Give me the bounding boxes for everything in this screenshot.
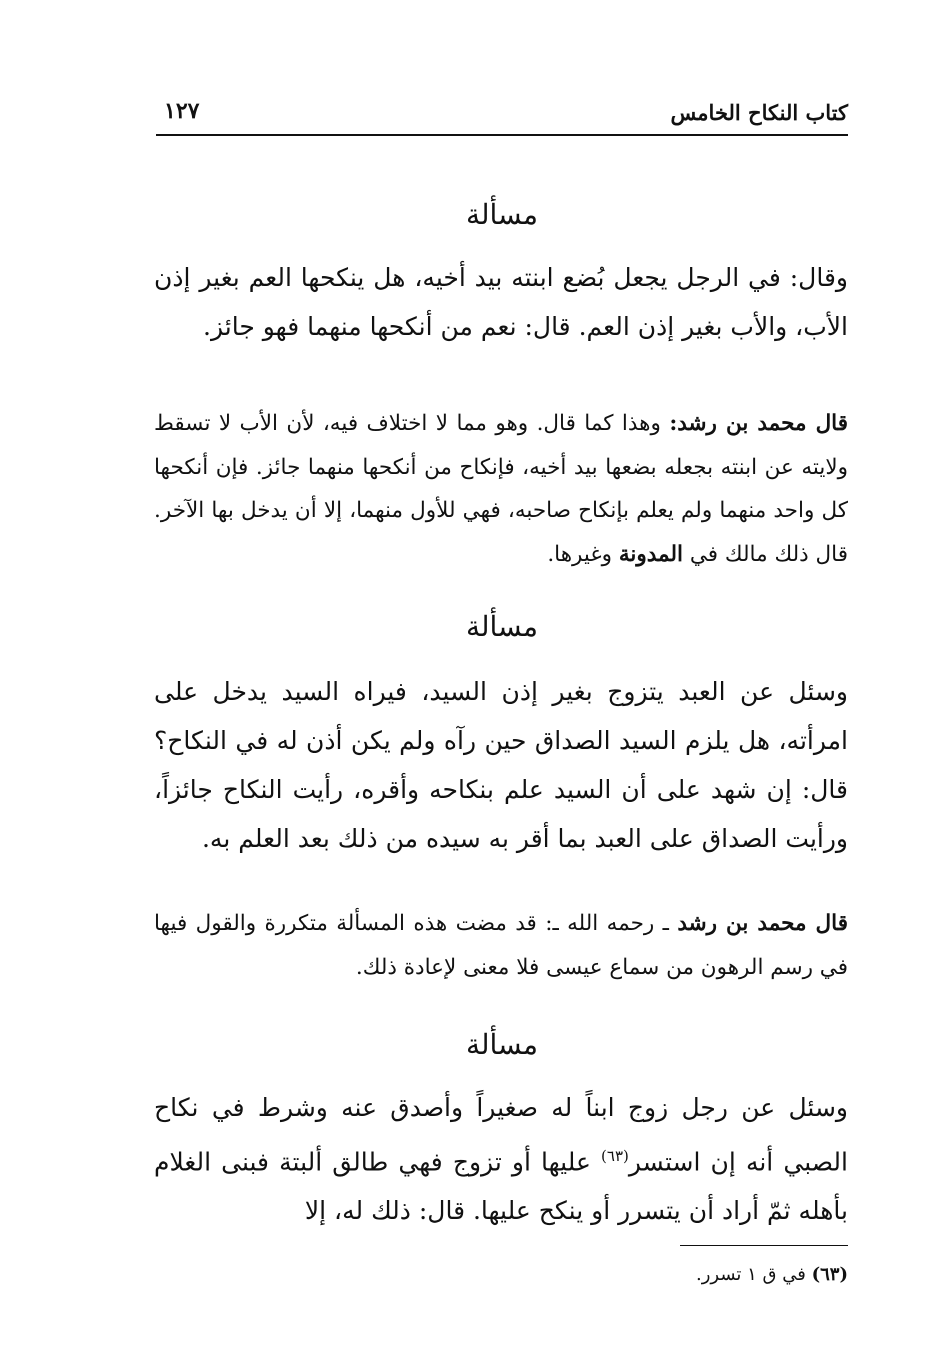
footnote — [400, 1262, 848, 1288]
footnote-reference: (٦٣) — [601, 1147, 629, 1165]
sharh-paragraph — [154, 402, 848, 576]
matn-paragraph — [154, 667, 848, 863]
sharh-paragraph — [154, 902, 848, 989]
section-heading: مسألة — [465, 1028, 539, 1061]
page-number: ١٢٧ — [164, 98, 200, 124]
footnote-text: في ق ١ تسرر. — [696, 1264, 806, 1285]
matn-paragraph — [154, 253, 848, 351]
sharh-text: ـ رحمه الله ـ: قد مضت هذه المسألة متكررة والقول فيها في رسم الرهون من سماع عيسى فلا معنى لإعادة ذلك. — [154, 911, 848, 980]
section-heading: مسألة — [465, 198, 539, 231]
matn-text-continued: عليها أو تزوج فهي طالق ألبتة فبنى الغلام بأهله ثمّ أراد أن يتسرر أو ينكح عليها. قال: ذلك له، إلا — [154, 1147, 848, 1226]
sharh-label: قال محمد بن رشد — [677, 911, 848, 936]
sharh-label: قال محمد بن رشد: — [669, 411, 849, 436]
running-title: كتاب النكاح الخامس — [670, 100, 848, 125]
sharh-bold-term: المدونة — [618, 541, 684, 567]
matn-text: وسئل عن العبد يتزوج بغير إذن السيد، فيراه السيد يدخل على امرأته، هل يلزم السيد الصداق حين رآه ولم يكن أذن له في النكاح؟ قال: إن شهد على أن السيد علم بنكاحه وأقره، رأيت النكاح جائزاً، ورأيت الصداق على العبد بما أقر به سيده من ذلك بعد العلم به. — [154, 677, 848, 853]
page-header — [156, 98, 848, 136]
footnote-number: (٦٣) — [811, 1264, 848, 1285]
matn-paragraph — [154, 1083, 848, 1235]
sharh-text: وهذا كما قال. وهو مما لا اختلاف فيه، لأن الأب لا تسقط ولايته عن ابنته بجعله بضعها بيد أخيه، فإنكاح من أنكحها منهما جائز. فإن أنكحها كل واحد منهما ولم يعلم بإنكاح صاحبه، فهي للأول منهما، إلا أن يدخل بها الآخر. قال ذلك مالك في — [154, 411, 848, 567]
section-heading: مسألة — [465, 610, 539, 643]
matn-text: وسئل عن رجل زوج ابناً له صغيراً وأصدق عنه وشرط في نكاح الصبي أنه إن استسر — [154, 1093, 848, 1177]
sharh-end: وغيرها. — [547, 541, 613, 567]
matn-text: وقال: في الرجل يجعل بُضع ابنته بيد أخيه، هل ينكحها العم بغير إذن الأب، والأب بغير إذن العم. قال: نعم من أنكحها منهما فهو جائز. — [154, 263, 848, 341]
footnote-divider — [680, 1245, 848, 1246]
